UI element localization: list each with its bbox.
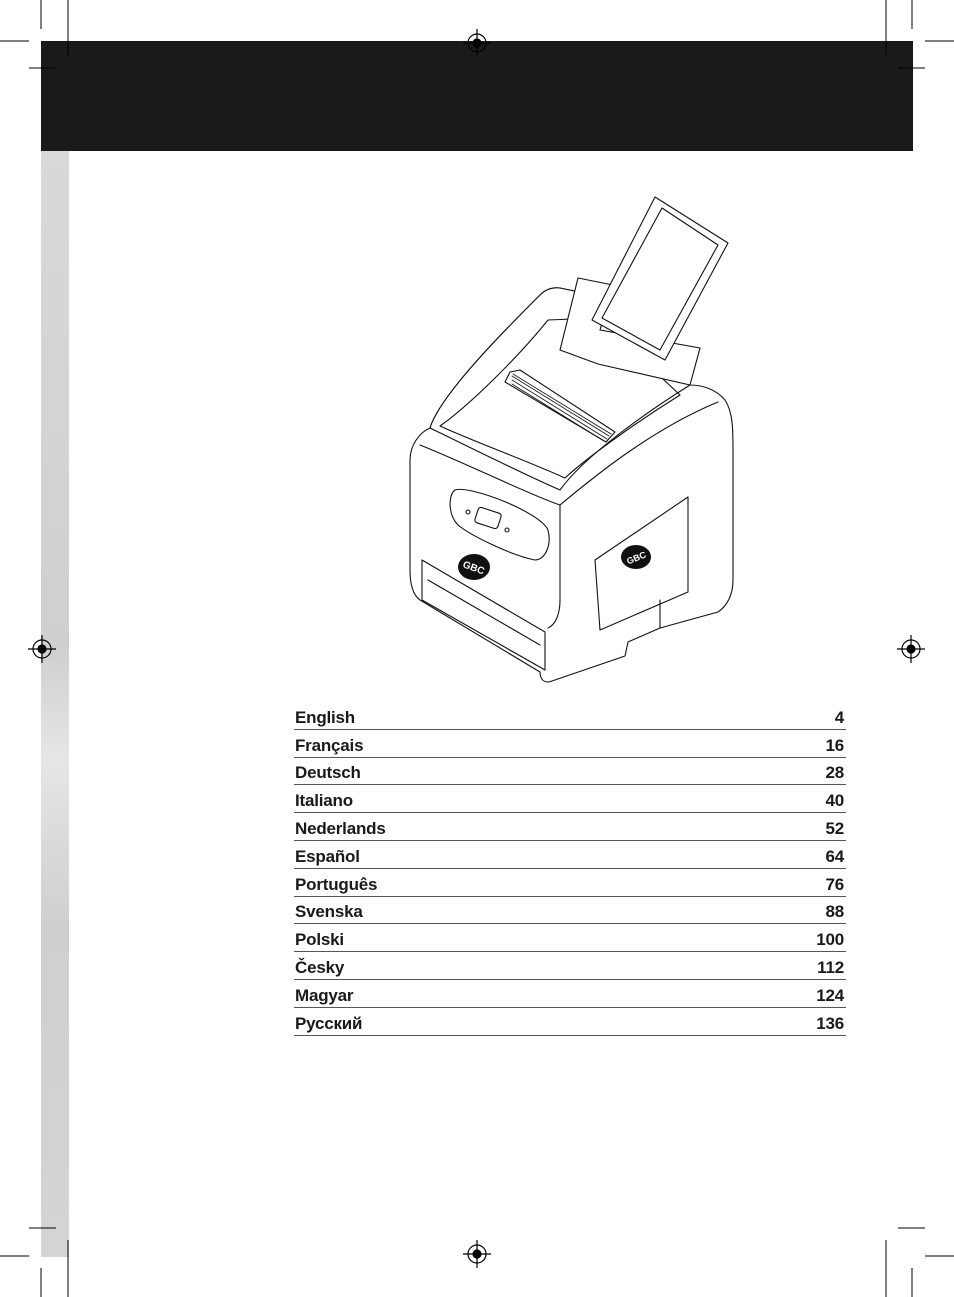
svg-text:GBC: GBC: [625, 549, 648, 567]
toc-language: Deutsch: [295, 763, 361, 783]
toc-row[interactable]: [294, 1008, 846, 1036]
toc-page-number: 112: [817, 957, 844, 977]
toc-row[interactable]: [294, 952, 846, 980]
toc-language: English: [295, 707, 355, 727]
toc-page-number: 16: [825, 735, 844, 755]
toc-language: Česky: [295, 957, 345, 977]
toc-language: Magyar: [295, 985, 354, 1005]
registration-mark-icon: [463, 1240, 491, 1268]
toc-row[interactable]: [294, 897, 846, 925]
toc-page-number: 52: [825, 818, 844, 838]
toc-row[interactable]: [294, 924, 846, 952]
toc-page-number: 28: [825, 763, 844, 783]
toc-row[interactable]: [294, 841, 846, 869]
toc-row[interactable]: [294, 869, 846, 897]
toc-page-number: 124: [816, 985, 844, 1005]
toc-language: Italiano: [295, 791, 353, 811]
toc-page-number: 88: [825, 902, 844, 922]
toc-language: Português: [295, 874, 378, 894]
toc-language: Nederlands: [295, 818, 386, 838]
toc-page-number: 100: [816, 930, 844, 950]
toc-row[interactable]: [294, 730, 846, 758]
toc-row[interactable]: [294, 702, 846, 730]
svg-text:GBC: GBC: [461, 559, 486, 578]
laminator-illustration: [400, 190, 745, 685]
toc-row[interactable]: [294, 980, 846, 1008]
toc-page-number: 40: [825, 791, 844, 811]
toc-language: Русский: [295, 1013, 363, 1033]
toc-page-number: 76: [825, 874, 844, 894]
registration-mark-icon: [897, 635, 925, 663]
toc-page-number: 4: [834, 707, 844, 727]
toc-page-number: 136: [816, 1013, 844, 1033]
toc-page-number: 64: [825, 846, 844, 866]
toc-row[interactable]: [294, 785, 846, 813]
gbc-logo-icon: [621, 545, 651, 569]
toc-language: Svenska: [295, 902, 363, 922]
toc-language: Français: [295, 735, 364, 755]
side-strip: [41, 151, 69, 1257]
toc-row[interactable]: [294, 813, 846, 841]
toc-language: Polski: [295, 930, 344, 950]
language-index: [294, 702, 846, 1036]
toc-language: Español: [295, 846, 360, 866]
gbc-logo-icon: [458, 554, 490, 580]
header-bar: [41, 41, 913, 151]
toc-row[interactable]: [294, 758, 846, 786]
